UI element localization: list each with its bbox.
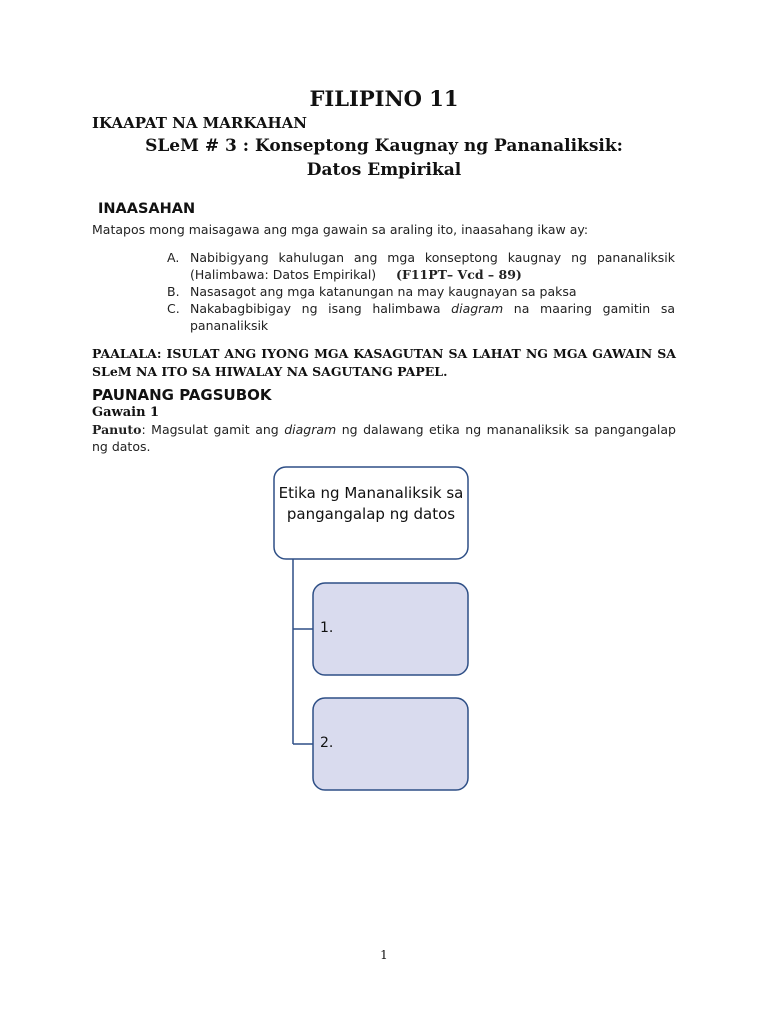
document-title: FILIPINO 11: [309, 86, 459, 111]
objective-text: Nasasagot ang mga katanungan na may kaugnayan sa paksa: [190, 284, 577, 299]
instructions-text: ng dalawang etika ng mananaliksik sa pangangalap ng datos.: [92, 422, 676, 454]
answer-box-2[interactable]: [313, 698, 468, 790]
objective-letter: C.: [167, 301, 180, 316]
instructions-emphasis: diagram: [284, 422, 337, 437]
answer-number-1: 1.: [320, 620, 334, 636]
objective-text: Nabibigyang kahulugan ang mga konseptong kaugnay ng pananaliksik (Halimbawa: Datos Empirikal): [190, 250, 675, 282]
inaasahan-intro: Matapos mong maisagawa ang mga gawain sa araling ito, inaasahang ikaw ay:: [92, 222, 589, 237]
instructions-text: : Magsulat gamit ang: [141, 422, 285, 437]
diagram-main-label: Etika ng Mananaliksik sa pangangalap ng datos: [278, 484, 464, 523]
objective-emphasis: diagram: [451, 301, 504, 316]
competency-code: (F11PT– Vcd – 89): [396, 267, 522, 282]
lesson-subtitle: Datos Empirikal: [306, 160, 462, 180]
diagram-connector: [293, 559, 313, 744]
section-heading-paunang-pagsubok: PAUNANG PAGSUBOK: [92, 386, 272, 404]
objective-text: na maaring gamitin sa pananaliksik: [190, 301, 675, 333]
objective-letter: A.: [167, 250, 180, 265]
page-number: 1: [380, 948, 388, 962]
quarter-label: IKAAPAT NA MARKAHAN: [92, 114, 307, 132]
answer-box-1[interactable]: [313, 583, 468, 675]
instructions-label: Panuto: [92, 422, 142, 437]
section-heading-inaasahan: INAASAHAN: [98, 201, 196, 217]
objective-text: Nakabagbibigay ng isang halimbawa: [190, 301, 452, 316]
slem-title: SLeM # 3 : Konseptong Kaugnay ng Pananaliksik:: [145, 136, 623, 156]
reminder-note: PAALALA: ISULAT ANG IYONG MGA KASAGUTAN SA LAHAT NG MGA GAWAIN SA SLeM NA ITO SA HIWALAY NA SAGUTANG PAPEL.: [92, 346, 676, 379]
answer-number-2: 2.: [320, 735, 334, 751]
activity-label: Gawain 1: [92, 405, 160, 420]
objective-letter: B.: [167, 284, 180, 299]
